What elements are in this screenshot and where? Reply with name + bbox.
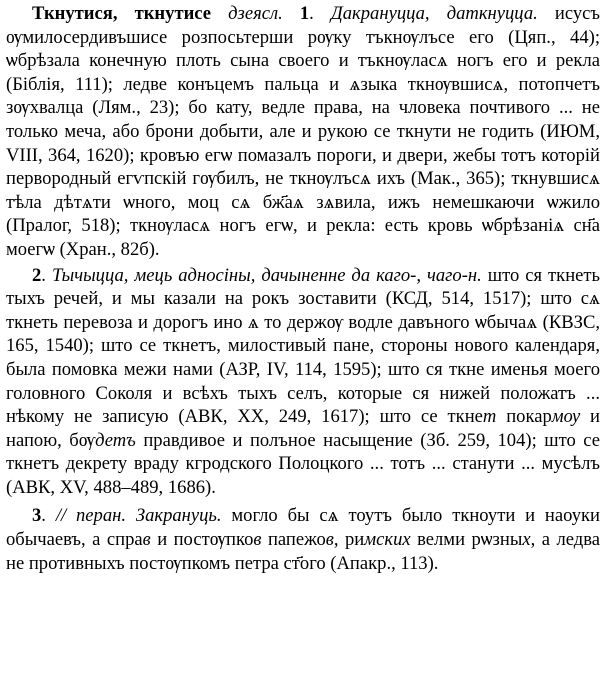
sense-text-2c-italic: детъ <box>95 429 136 451</box>
entry-sense-3: 3. // перан. Закрануць. могло бы сѧ тоутъ было ткноути и наоуки обычаевъ, а справ и постѹпков папежов, римских велми рѡзных, а ледва не противныхъ постѹпкомъ петра ст҃ого (Апакр., 113). <box>6 505 601 574</box>
sense-text-2d: правдивое и полъное насыщение (Зб. 259, 104); што се ткнетъ декрету враду кгродского Полоцкого ... тотъ ... станути ... мусѣлъ (АВК, XV, 488–489, 1686). <box>6 429 601 498</box>
sense-text-3c: папежо <box>261 529 326 551</box>
sense-number-3: 3 <box>32 505 42 527</box>
sense-text-2b: покар <box>496 406 552 428</box>
sense-number-2: 2 <box>32 264 42 286</box>
sense-text-3d-italic: мских <box>364 529 411 551</box>
sense-text-3e: велми рѡзны <box>410 529 523 551</box>
headword: Ткнутися, ткнутисе <box>32 3 212 24</box>
entry-sense-1: Ткнутися, ткнутисе дзеясл. 1. Дакрануцца, даткнуцца. исусъ ѹмилосердивъшисе розпосьтерши рѹку тъкнѹлъсе его (Цяп., 44); ѡбрѣзала конечную плоть сына своего и тъкнѹласѧ ногъ его и рекла (Біблія, 111); ледве конъцемъ пальца и ѧзыка ткнѹвшисѧ, потопчетъ зѹхвалца (Лям., 23); бо кату, ведле права, на чловека почтивого ... не только меча, або брони добыти, але и рукою се ткнути не годить (ИЮМ, VIII, 364, 1620); кровъю егѡ помазалъ пороги, и двери, жебы тотъ которій первородный егѵпскій гѹбилъ, не ткнѹлъсѧ ихъ (Мак., 365); ткнувшисѧ тѣла дѣтѧти ѡного, моц сѧ бж҃аѧ зѧвила, ижъ немешкаючи ѡжило (Пралог, 518); ткнѹласѧ ногъ егѡ, и рекла: есть кровь ѡбрѣзаніѧ сн҃а моегѡ (Хран., 82б). <box>6 3 601 260</box>
sense-text-3f: , а ледва не противныхъ постѹпкомъ петра ст҃ого (Апакр., 113). <box>6 529 601 574</box>
sense-text-3e-italic: х <box>522 529 531 551</box>
sense-text-2b-italic: мѹ <box>551 406 581 428</box>
sense-text-2a-italic: т <box>482 406 497 428</box>
sense-text-3b: и постѹпко <box>150 529 254 551</box>
sense-text-3c-italic: в <box>325 529 334 551</box>
sense-text-3a: могло бы сѧ тоутъ было ткноути и наоуки обычаевъ, а спра <box>6 505 601 551</box>
sense-definition-1: Дакрануцца, даткнуцца. <box>330 3 538 24</box>
entry-sense-2: 2. Тычыцца, мець адносіны, дачыненне да каго-, чаго-н. што ся ткнеть тыхъ речей, и мы казали на рокъ зоставити (КСД, 514, 1517); што сѧ ткнеть перевоза и дорогъ ино ѧ то держѹ водле давъного ѡбычаѧ (КВЗС, 165, 1540); што се ткнетъ, милостивый пане, стороны нового календаря, была помовка межи нами (АЗР, IV, 114, 1595); што ся ткне именья моего головного Соколя и всѣхъ тыхъ селъ, которые ся нижей положатъ ... нѣкому не записую (АВК, XX, 249, 1617); што се ткнет покармѹ и напою, бѹдетъ правдивое и полъное насыщение (Зб. 259, 104); што се ткнетъ декрету враду кгродского Полоцкого ... тотъ ... станути ... мусѣлъ (АВК, XV, 488–489, 1686). <box>6 264 601 498</box>
grammar-label: дзеясл. <box>228 3 283 24</box>
sense-number-1: 1 <box>299 3 310 24</box>
sense-text-2c: и напою, бѹ <box>6 406 600 451</box>
sense-definition-3: // перан. Закрануць. <box>55 505 222 527</box>
sense-text-3b-italic: в <box>253 529 262 551</box>
sense-definition-2: Тычыцца, мець адносіны, дачыненне да каго-, чаго-н. <box>51 264 482 286</box>
sense-text-3d: , ри <box>333 529 365 551</box>
sense-text-2a: што ся ткнеть тыхъ речей, и мы казали на рокъ зоставити (КСД, 514, 1517); што сѧ ткнеть перевоза и дорогъ ино ѧ то держѹ водле давъного ѡбычаѧ (КВЗС, 165, 1540); што се ткнетъ, милостивый пане, стороны нового календаря, была помовка межи нами (АЗР, IV, 114, 1595); што ся ткне именья моего головного Соколя и всѣхъ тыхъ селъ, которые ся нижей положатъ ... нѣкому не записую (АВК, XX, 249, 1617); што се ткне <box>6 264 601 428</box>
sense-text-3a-italic: в <box>142 529 151 551</box>
sense-text-1: исусъ ѹмилосердивъшисе розпосьтерши рѹку тъкнѹлъсе его (Цяп., 44); ѡбрѣзала конечную плоть сына своего и тъкнѹласѧ ногъ его и рекла (Біблія, 111); ледве конъцемъ пальца и ѧзыка ткнѹвшисѧ, потопчетъ зѹхвалца (Лям., 23); бо кату, ведле права, на чловека почтивого ... не только меча, або брони добыти, але и рукою се ткнути не годить (ИЮМ, VIII, 364, 1620); кровъю егѡ помазалъ пороги, и двери, жебы тотъ которій первородный егѵпскій гѹбилъ, не ткнѹлъсѧ ихъ (Мак., 365); ткнувшисѧ тѣла дѣтѧти ѡного, моц сѧ бж҃аѧ зѧвила, ижъ немешкаючи ѡжило (Пралог, 518); ткнѹласѧ ногъ егѡ, и рекла: есть кровь ѡбрѣзаніѧ сн҃а моегѡ (Хран., 82б). <box>6 3 601 260</box>
